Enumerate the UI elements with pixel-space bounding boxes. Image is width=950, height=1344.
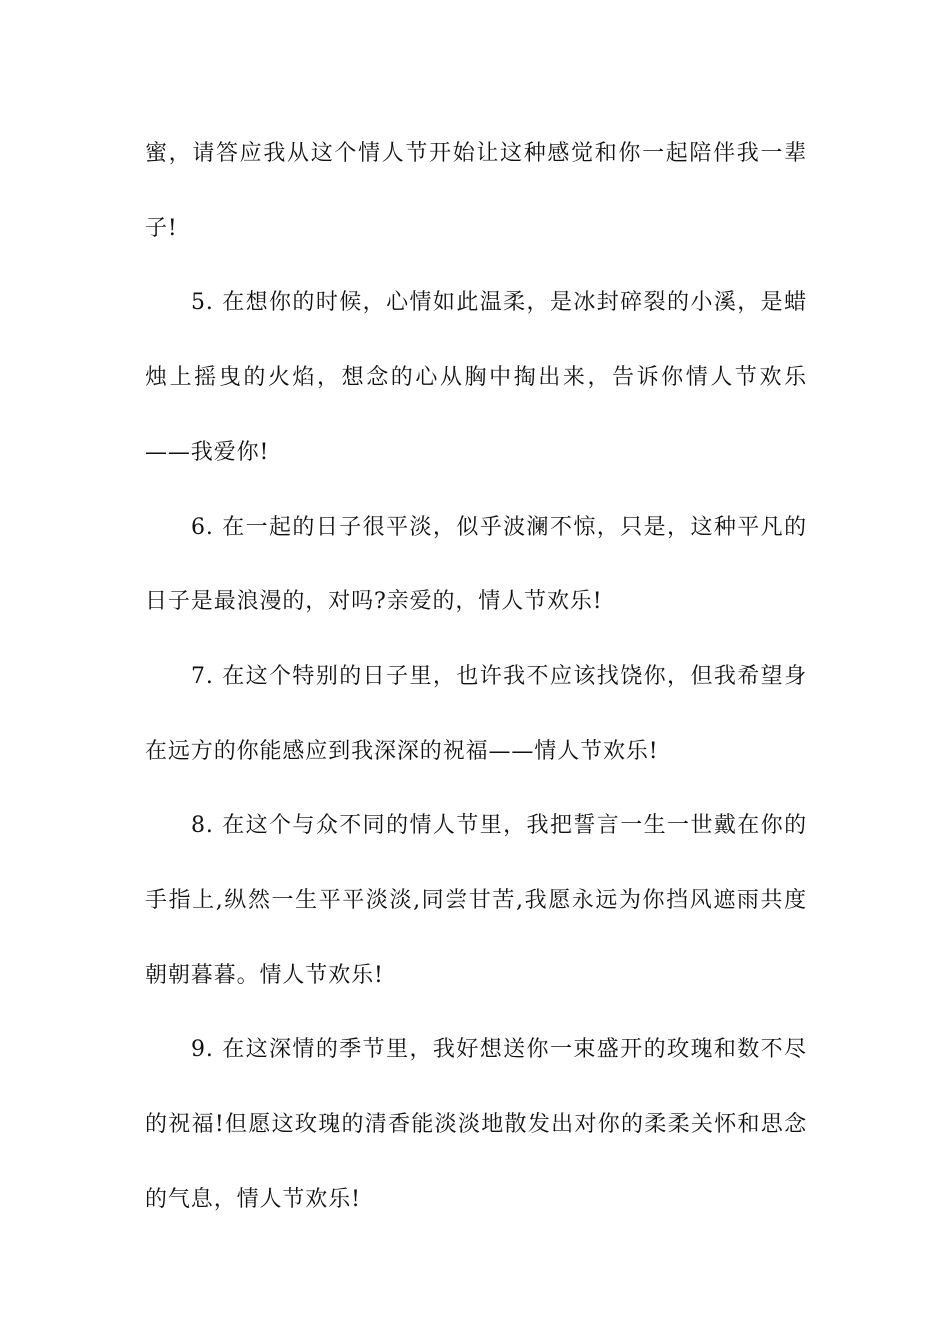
paragraph-item-7: 7. 在这个特别的日子里，也许我不应该找饶你，但我希望身在远方的你能感应到我深深的祝福——情人节欢乐! [145, 663, 807, 764]
document-body [145, 117, 807, 1238]
paragraph-item-6: 6. 在一起的日子很平淡，似乎波澜不惊，只是，这种平凡的日子是最浪漫的，对吗?亲爱的，情人节欢乐! [145, 514, 807, 615]
paragraph-continuation: 蜜，请答应我从这个情人节开始让这种感觉和你一起陪伴我一辈子! [145, 141, 807, 241]
paragraph-item-5: 5. 在想你的时候，心情如此温柔，是冰封碎裂的小溪，是蜡烛上摇曳的火焰，想念的心从胸中掏出来，告诉你情人节欢乐——我爱你! [145, 290, 807, 465]
paragraph-item-9: 9. 在这深情的季节里，我好想送你一束盛开的玫瑰和数不尽的祝福!但愿这玫瑰的清香能淡淡地散发出对你的柔柔关怀和思念的气息，情人节欢乐! [145, 1037, 807, 1212]
paragraph-item-8: 8. 在这个与众不同的情人节里，我把誓言一生一世戴在你的手指上,纵然一生平平淡淡,同尝甘苦,我愿永远为你挡风遮雨共度朝朝暮暮。情人节欢乐! [145, 813, 807, 988]
